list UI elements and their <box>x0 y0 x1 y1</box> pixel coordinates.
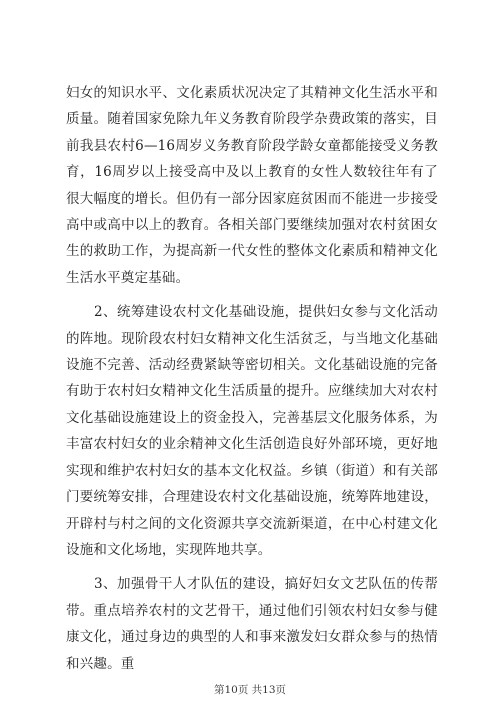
paragraph-item-3: 3、加强骨干人才队伍的建设，搞好妇女文艺队伍的传帮带。重点培养农村的文艺骨干，通过他们引领农村妇女参与健康文化，通过身边的典型的人和事来激发妇女群众参与的热情和兴趣。重 <box>66 576 438 672</box>
paragraph-continued: 妇女的知识水平、文化素质状况决定了其精神文化生活水平和质量。随着国家免除九年义务教育阶段学杂费政策的落实，目前我县农村6—16周岁义务教育阶段学龄女童都能接受义务教育，16周岁以上接受高中及以上教育的女性人数较往年有了很大幅度的增长。但仍有一部分因家庭贫困而不能进一步接受高中或高中以上的教育。各相关部门要继续加强对农村贫困女生的救助工作，为提高新一代女性的整体文化素质和精神文化生活水平奠定基础。 <box>66 85 438 286</box>
paragraph-item-2: 2、统筹建设农村文化基础设施，提供妇女参与文化活动的阵地。现阶段农村妇女精神文化生活贫乏，与当地文化基础设施不完善、活动经费紧缺等密切相关。文化基础设施的完备有助于农村妇女精神文化生活质量的提升。应继续加大对农村文化基础设施建设上的资金投入，完善基层文化服务体系，为丰富农村妇女的业余精神文化生活创造良好外部环境，更好地实现和维护农村妇女的基本文化权益。乡镇（街道）和有关部门要统筹安排，合理建设农村文化基础设施，统筹阵地建设，开辟村与村之间的文化资源共享交流新渠道，在中心村建文化设施和文化场地，实现阵地共享。 <box>66 304 438 558</box>
page-number-footer: 第10页 共13页 <box>213 684 287 696</box>
document-body <box>66 80 438 677</box>
